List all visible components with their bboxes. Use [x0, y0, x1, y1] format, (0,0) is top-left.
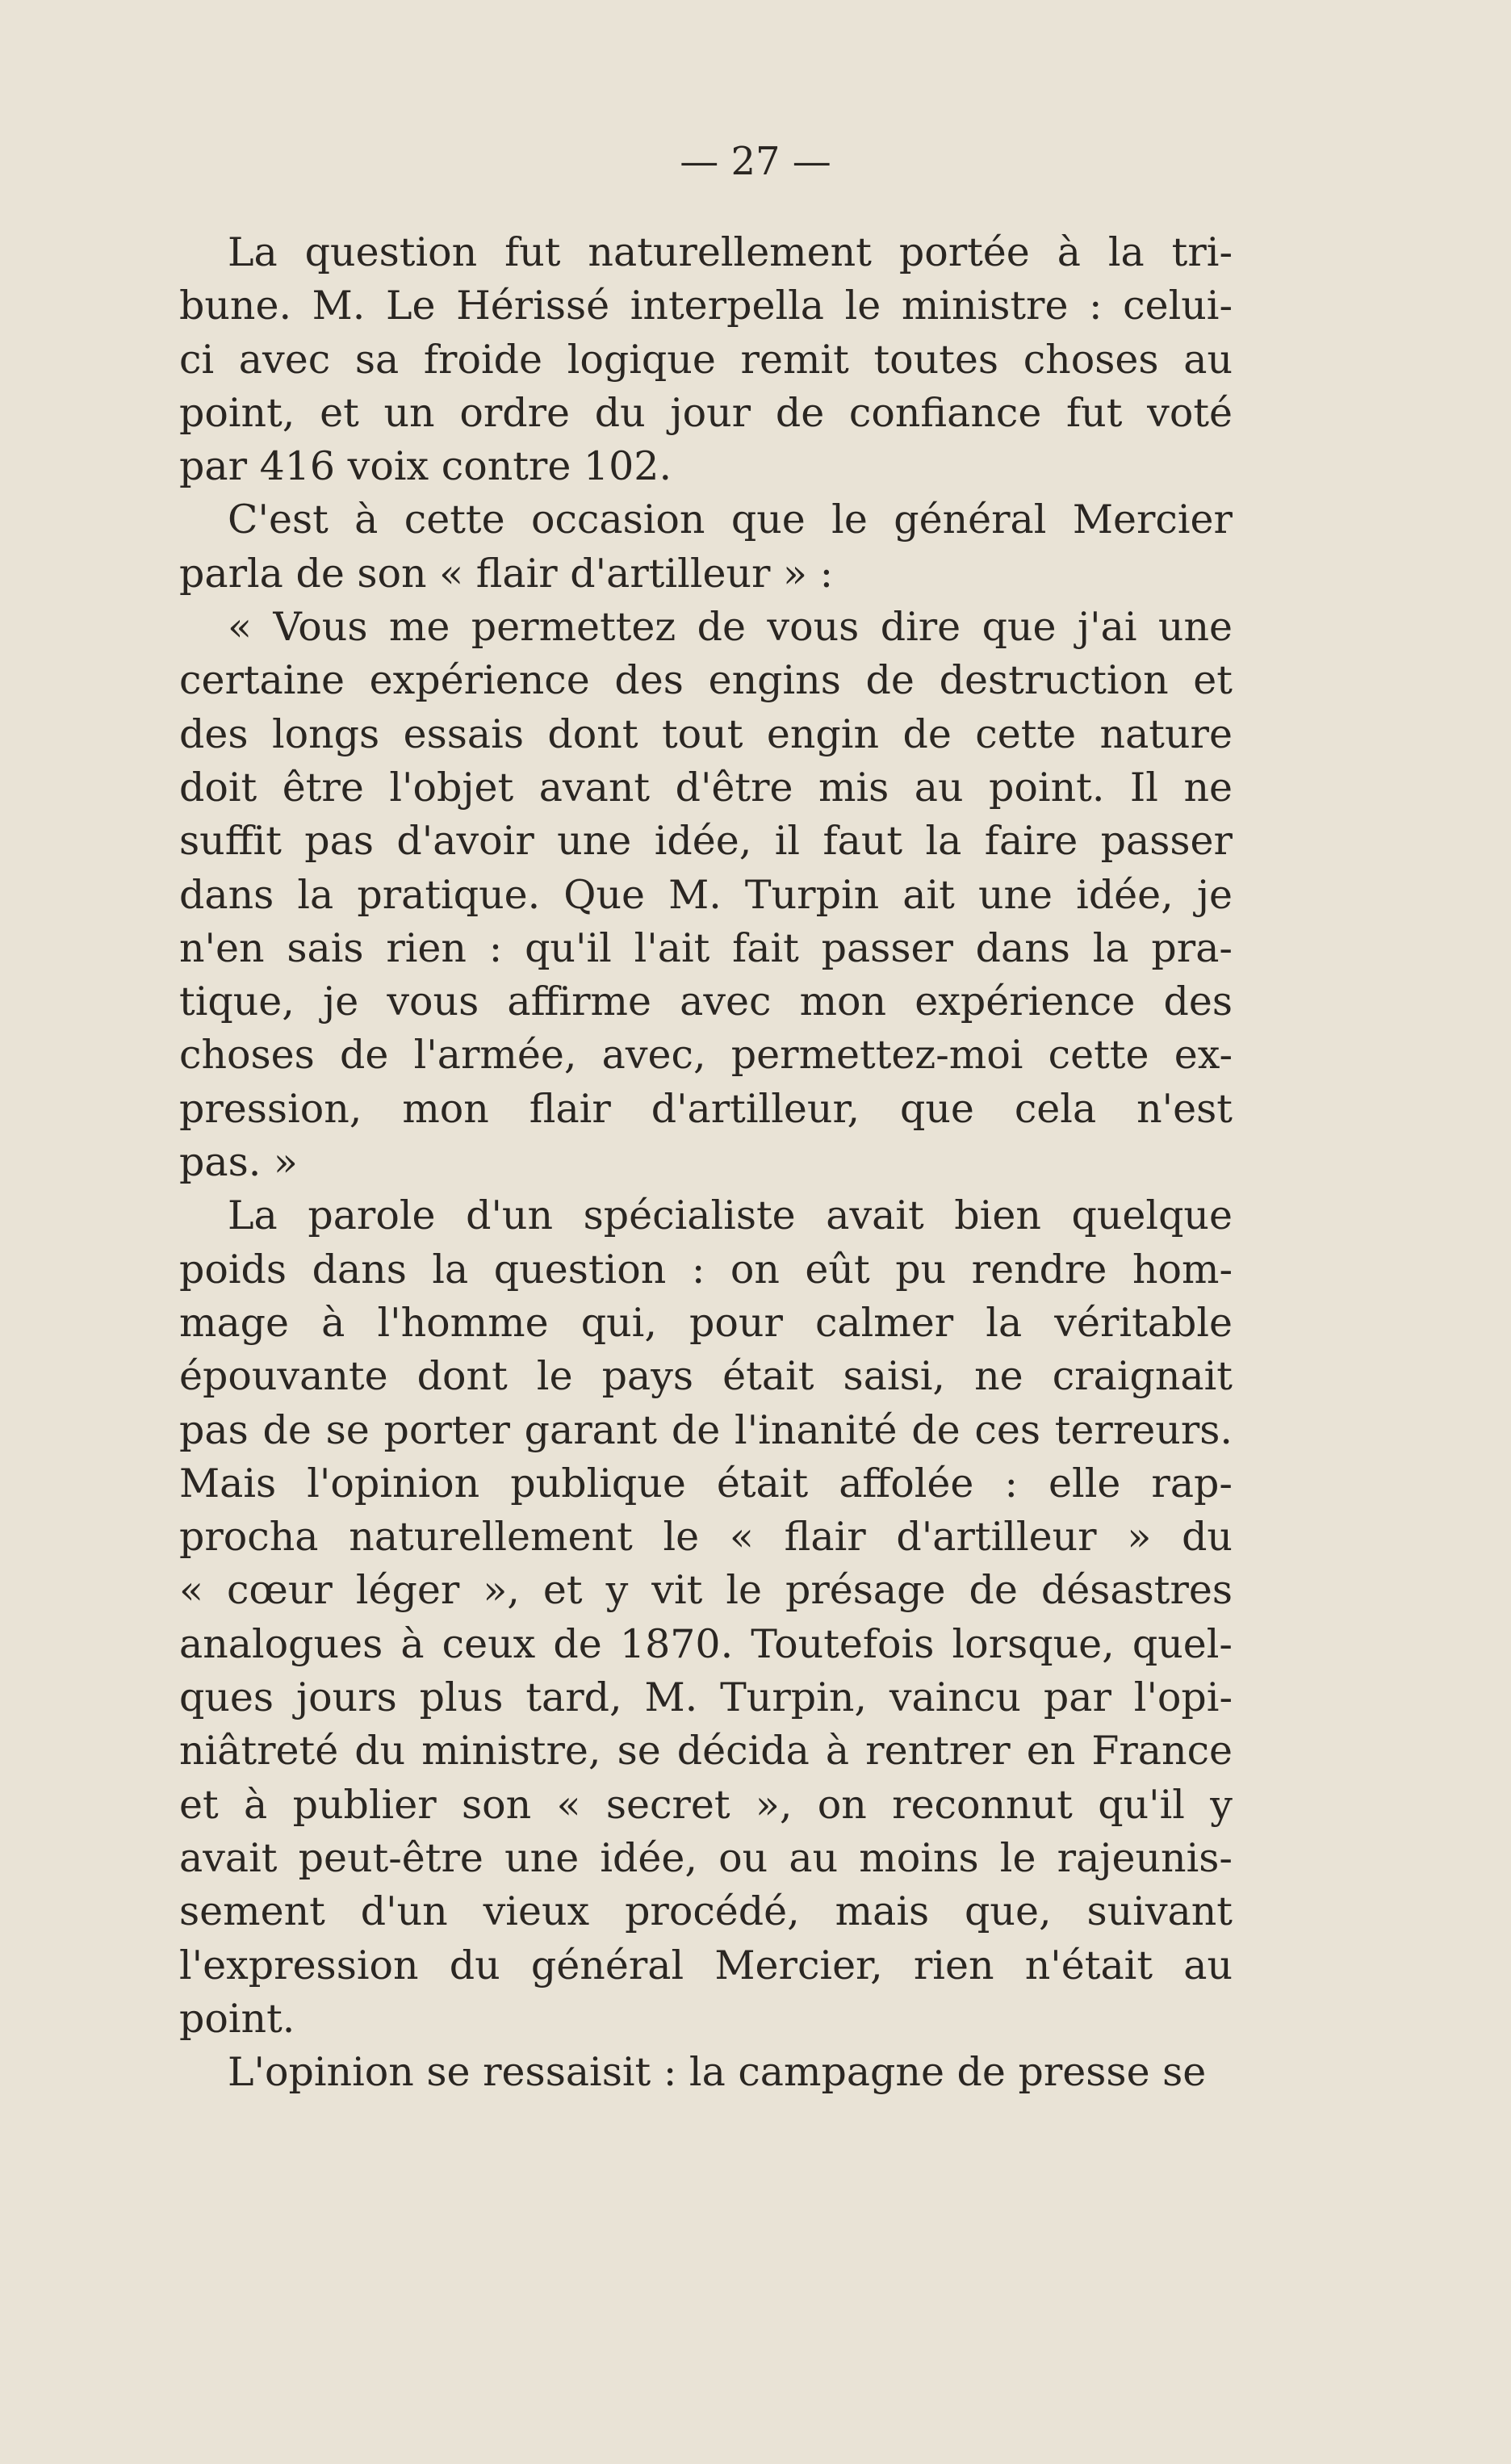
text-line: certaine expérience des engins de destruction et [179, 657, 1233, 704]
paragraph [179, 601, 1233, 1189]
text-line: bune. M. Le Hérissé interpella le ministre : celui- [179, 283, 1233, 329]
text-line: poids dans la question : on eût pu rendre hom- [179, 1246, 1233, 1293]
text-line: n'en sais rien : qu'il l'ait fait passer dans la pra- [179, 924, 1233, 971]
text-line: des longs essais dont tout engin de cette nature [179, 710, 1233, 757]
text-line: La parole d'un spécialiste avait bien quelque [228, 1192, 1233, 1239]
text-line: ci avec sa froide logique remit toutes choses au [179, 336, 1233, 383]
text-line: pression, mon flair d'artilleur, que cela n'est [179, 1085, 1233, 1132]
text-line: suffit pas d'avoir une idée, il faut la faire passer [179, 818, 1233, 865]
page-number: — 27 — [680, 139, 831, 184]
paragraph [179, 493, 1233, 601]
paragraph [179, 226, 1233, 493]
paragraph [179, 1189, 1233, 2046]
text-line: avait peut-être une idée, ou au moins le rajeunis- [179, 1834, 1233, 1881]
text-line: Mais l'opinion publique était affolée : elle rap- [179, 1460, 1233, 1506]
text-line: L'opinion se ressaisit : la campagne de presse se [228, 2049, 1207, 2096]
text-line: point, et un ordre du jour de confiance fut voté [179, 389, 1233, 436]
text-line: La question fut naturellement portée à la tri- [228, 229, 1233, 275]
text-line: C'est à cette occasion que le général Mercier [228, 497, 1233, 543]
text-line: procha naturellement le « flair d'artilleur » du [179, 1514, 1233, 1561]
text-line: « Vous me permettez de vous dire que j'ai une [228, 604, 1233, 651]
text-line: ques jours plus tard, M. Turpin, vaincu par l'opi- [179, 1674, 1233, 1721]
text-line: par 416 voix contre 102. [179, 443, 672, 490]
body-text [179, 226, 1233, 2099]
text-line: doit être l'objet avant d'être mis au point. Il ne [179, 764, 1233, 811]
text-line: l'expression du général Mercier, rien n'était au [179, 1942, 1233, 1988]
text-line: « cœur léger », et y vit le présage de désastres [179, 1567, 1233, 1614]
paragraph [179, 2046, 1233, 2099]
text-line: point. [179, 1995, 295, 2042]
text-line: épouvante dont le pays était saisi, ne craignait [179, 1353, 1233, 1400]
text-line: dans la pratique. Que M. Turpin ait une idée, je [179, 871, 1233, 918]
text-line: pas de se porter garant de l'inanité de ces terreurs. [179, 1406, 1233, 1453]
text-line: niâtreté du ministre, se décida à rentrer en France [179, 1728, 1233, 1775]
text-line: pas. » [179, 1139, 298, 1186]
text-line: et à publier son « secret », on reconnut qu'il y [179, 1781, 1233, 1828]
text-line: tique, je vous affirme avec mon expérience des [179, 978, 1233, 1025]
text-line: analogues à ceux de 1870. Toutefois lorsque, quel- [179, 1620, 1233, 1667]
text-line: parla de son « flair d'artilleur » : [179, 550, 834, 597]
text-line: mage à l'homme qui, pour calmer la véritable [179, 1299, 1233, 1346]
text-line: sement d'un vieux procédé, mais que, suivant [179, 1888, 1233, 1935]
text-line: choses de l'armée, avec, permettez-moi cette ex- [179, 1032, 1233, 1079]
